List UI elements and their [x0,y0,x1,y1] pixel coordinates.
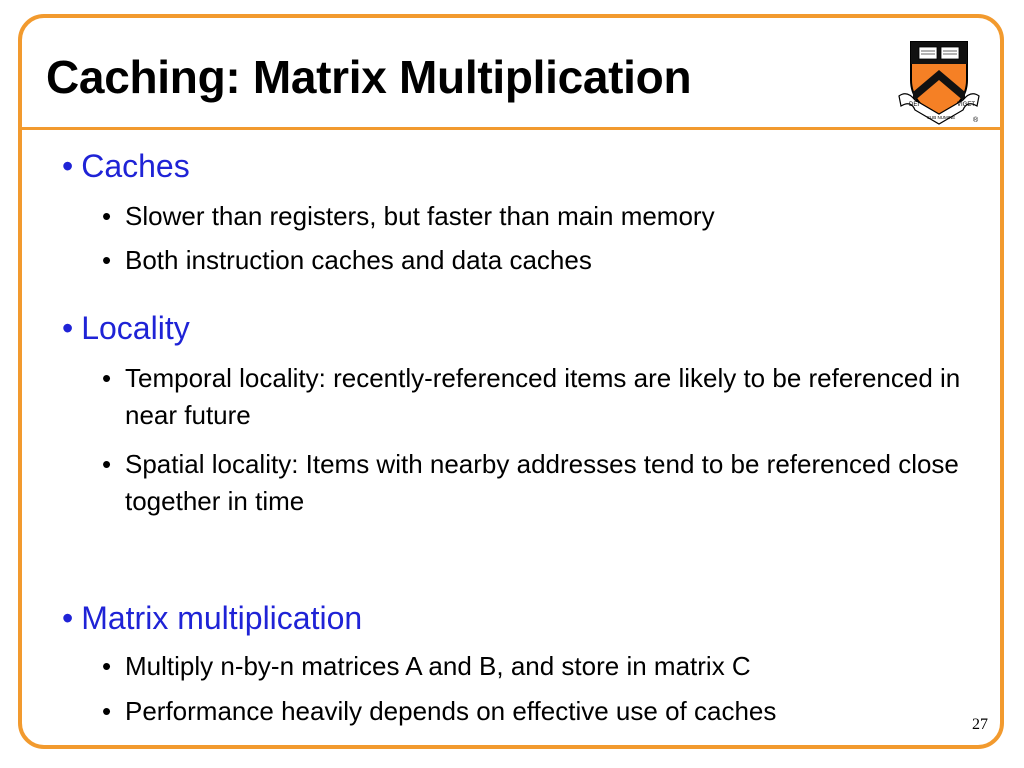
section-heading-matrix-multiplication [62,600,362,637]
section-heading-locality [62,310,190,347]
slide-title: Caching: Matrix Multiplication [46,51,692,103]
list-item-text: Spatial locality: Items with nearby addresses tend to be referenced close together in time [125,449,959,516]
bullet: • [102,651,112,681]
list-item [102,198,982,235]
bullet: • [102,201,112,231]
section-heading-text: Locality [81,310,190,346]
section-heading-text: Caches [81,148,190,184]
bullet: • [62,148,74,184]
bullet: • [62,310,74,346]
motto-center: SUB NUMINE [927,115,956,120]
list-item-text: Performance heavily depends on effective use of caches [125,696,777,726]
motto-right: VIGET [957,102,976,108]
section-heading-text: Matrix multiplication [81,600,363,636]
registered-mark: ® [973,117,979,124]
list-item-text: Multiply n-by-n matrices A and B, and store in matrix C [125,651,751,681]
bullet: • [102,696,112,726]
list-item [102,446,982,520]
list-item [102,242,982,279]
list-item [102,360,982,434]
list-item-text: Both instruction caches and data caches [125,245,592,275]
bullet: • [62,600,74,636]
list-item [102,648,982,685]
page-number: 27 [972,716,988,733]
list-item-text: Temporal locality: recently-referenced items are likely to be referenced in near future [125,363,961,430]
motto-left: DEI [909,102,920,108]
bullet: • [102,449,112,479]
bullet: • [102,363,112,393]
list-item [102,693,982,730]
bullet: • [102,245,112,275]
list-item-text: Slower than registers, but faster than main memory [125,201,715,231]
section-heading-caches [62,148,190,185]
